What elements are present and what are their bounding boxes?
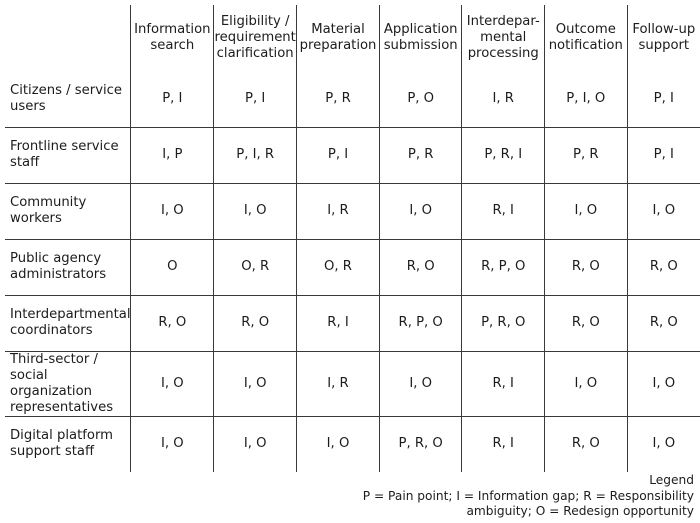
table-cell: P, O <box>379 71 462 127</box>
table-cell: I, R <box>462 71 545 127</box>
legend <box>363 473 694 520</box>
table-cell: P, I <box>131 71 214 127</box>
table-cell: R, O <box>545 239 628 295</box>
corner-cell <box>5 5 131 71</box>
table-row <box>5 351 700 416</box>
table-row <box>5 127 700 183</box>
column-header-material-preparation: Material preparation <box>297 5 380 71</box>
table-cell: I, O <box>379 183 462 239</box>
column-header-eligibility-clarification: Eligibility / requirement clarification <box>214 5 297 71</box>
row-header-frontline-staff: Frontline service staff <box>5 127 131 183</box>
table-cell: R, O <box>379 239 462 295</box>
table-cell: R, I <box>462 416 545 472</box>
row-header-agency-administrators: Public agency administrators <box>5 239 131 295</box>
table-row <box>5 239 700 295</box>
table-cell: P, I, R <box>214 127 297 183</box>
legend-title: Legend <box>649 473 694 487</box>
table-cell: I, R <box>297 351 380 416</box>
row-header-interdepartmental-coordinators: Interdepartmental coordinators <box>5 295 131 351</box>
table-cell: R, O <box>131 295 214 351</box>
table-cell: I, O <box>627 416 700 472</box>
table-cell: P, R <box>545 127 628 183</box>
table-cell: I, O <box>214 351 297 416</box>
table-cell: I, O <box>545 183 628 239</box>
table-cell: R, O <box>545 416 628 472</box>
column-header-interdepartmental-processing: Interdepar-mental processing <box>462 5 545 71</box>
table-cell: I, O <box>131 416 214 472</box>
table-cell: R, O <box>545 295 628 351</box>
table-row <box>5 183 700 239</box>
column-header-follow-up-support: Follow-up support <box>627 5 700 71</box>
table-cell: R, O <box>627 295 700 351</box>
table-cell: O, R <box>297 239 380 295</box>
table-cell: P, R <box>379 127 462 183</box>
legend-text-line-2: ambiguity; O = Redesign opportunity <box>466 504 694 518</box>
table-row <box>5 416 700 472</box>
column-header-application-submission: Application submission <box>379 5 462 71</box>
table-cell: P, I <box>214 71 297 127</box>
legend-text-line-1: P = Pain point; I = Information gap; R = Responsibility <box>362 488 694 503</box>
table-cell: R, I <box>462 183 545 239</box>
table-cell: I, O <box>214 416 297 472</box>
table-cell: I, O <box>131 351 214 416</box>
table-cell: I, O <box>545 351 628 416</box>
table-cell: R, I <box>462 351 545 416</box>
table-cell: I, O <box>214 183 297 239</box>
table-cell: R, P, O <box>379 295 462 351</box>
table-row <box>5 295 700 351</box>
table-cell: I, O <box>297 416 380 472</box>
table-cell: I, P <box>131 127 214 183</box>
table-cell: I, O <box>627 183 700 239</box>
table-row <box>5 71 700 127</box>
table-cell: P, I <box>627 127 700 183</box>
table-cell: I, O <box>627 351 700 416</box>
row-header-digital-platform-staff: Digital platform support staff <box>5 416 131 472</box>
table-cell: R, I <box>297 295 380 351</box>
table-cell: O <box>131 239 214 295</box>
table-cell: P, I <box>627 71 700 127</box>
table-cell: P, R, O <box>462 295 545 351</box>
table-cell: I, R <box>297 183 380 239</box>
table-cell: P, I <box>297 127 380 183</box>
table-cell: P, I, O <box>545 71 628 127</box>
table-cell: P, R <box>297 71 380 127</box>
table-cell: P, R, O <box>379 416 462 472</box>
row-header-community-workers: Community workers <box>5 183 131 239</box>
column-header-outcome-notification: Outcome notification <box>545 5 628 71</box>
table-cell: R, O <box>214 295 297 351</box>
table-cell: O, R <box>214 239 297 295</box>
row-header-citizens: Citizens / service users <box>5 71 131 127</box>
stakeholder-pain-point-matrix <box>5 5 700 472</box>
table-cell: I, O <box>379 351 462 416</box>
header-row <box>5 5 700 71</box>
table-cell: I, O <box>131 183 214 239</box>
table-cell: R, P, O <box>462 239 545 295</box>
table-cell: R, O <box>627 239 700 295</box>
row-header-third-sector: Third-sector / social organization representatives <box>5 351 131 416</box>
table-cell: P, R, I <box>462 127 545 183</box>
column-header-information-search: Information search <box>131 5 214 71</box>
